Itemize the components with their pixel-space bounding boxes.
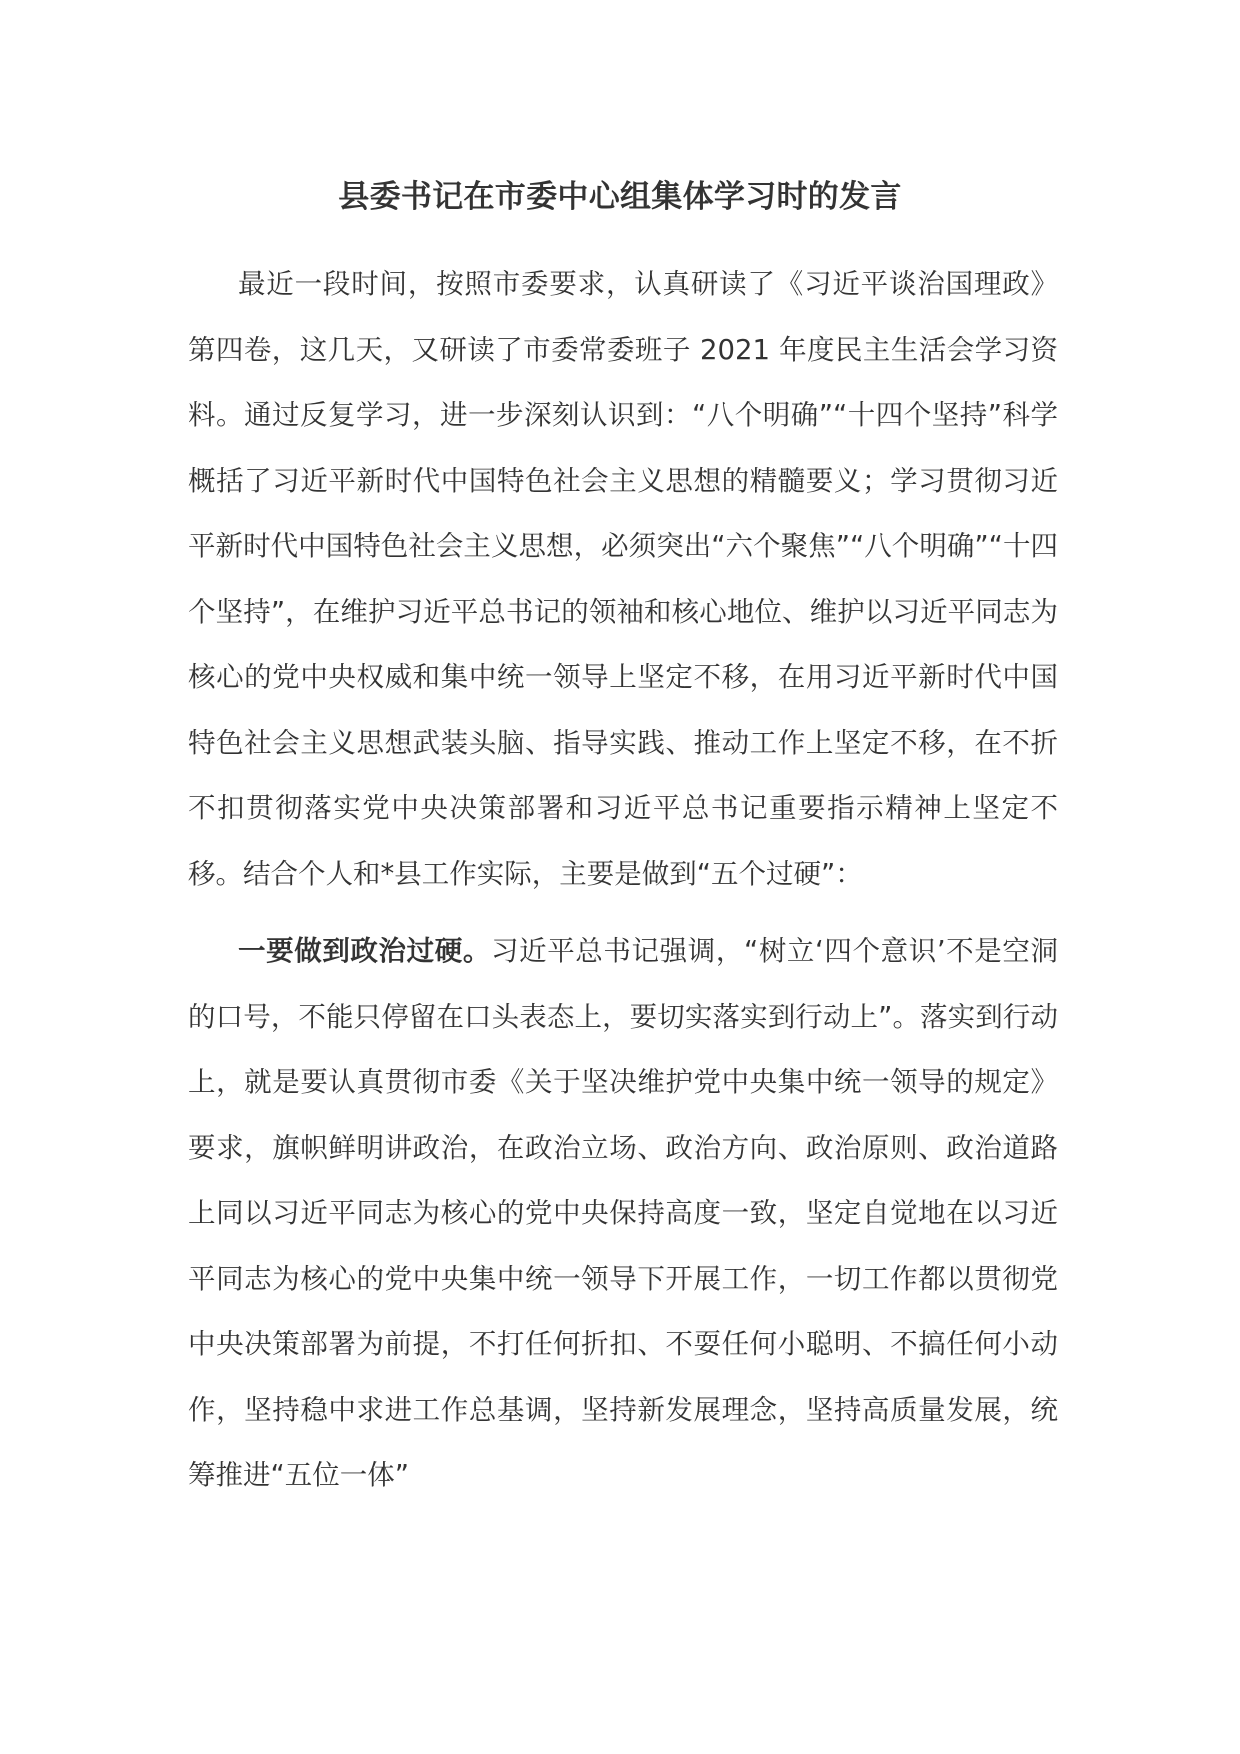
paragraph-intro xyxy=(188,252,1058,907)
paragraph-text: 最近一段时间，按照市委要求，认真研读了《习近平谈治国理政》第四卷，这几天，又研读了市委常委班子 2021 年度民主生活会学习资料。通过反复学习，进一步深刻认识到：“八个明确”“十四个坚持”科学概括了习近平新时代中国特色社会主义思想的精髓要义；学习贯彻习近平新时代中国特色社会主义思想，必须突出“六个聚焦”“八个明确”“十四个坚持”，在维护习近平总书记的领袖和核心地位、维护以习近平同志为核心的党中央权威和集中统一领导上坚定不移，在用习近平新时代中国特色社会主义思想武装头脑、指导实践、推动工作上坚定不移，在不折不扣贯彻落实党中央决策部署和习近平总书记重要指示精神上坚定不移。结合个人和*县工作实际，主要是做到“五个过硬”： xyxy=(188,268,1058,890)
paragraph-text: 习近平总书记强调，“树立‘四个意识’不是空洞的口号，不能只停留在口头表态上，要切实落实到行动上”。落实到行动上，就是要认真贯彻市委《关于坚决维护党中央集中统一领导的规定》要求，旗帜鲜明讲政治，在政治立场、政治方向、政治原则、政治道路上同以习近平同志为核心的党中央保持高度一致，坚定自觉地在以习近平同志为核心的党中央集中统一领导下开展工作，一切工作都以贯彻党中央决策部署为前提，不打任何折扣、不耍任何小聪明、不搞任何小动作，坚持稳中求进工作总基调，坚持新发展理念，坚持高质量发展，统筹推进“五位一体” xyxy=(188,935,1058,1491)
document-body xyxy=(188,252,1058,1509)
paragraph-political xyxy=(188,919,1058,1509)
document-title: 县委书记在市委中心组集体学习时的发言 xyxy=(338,179,902,215)
paragraph-lead: 一要做到政治过硬。 xyxy=(238,935,491,967)
